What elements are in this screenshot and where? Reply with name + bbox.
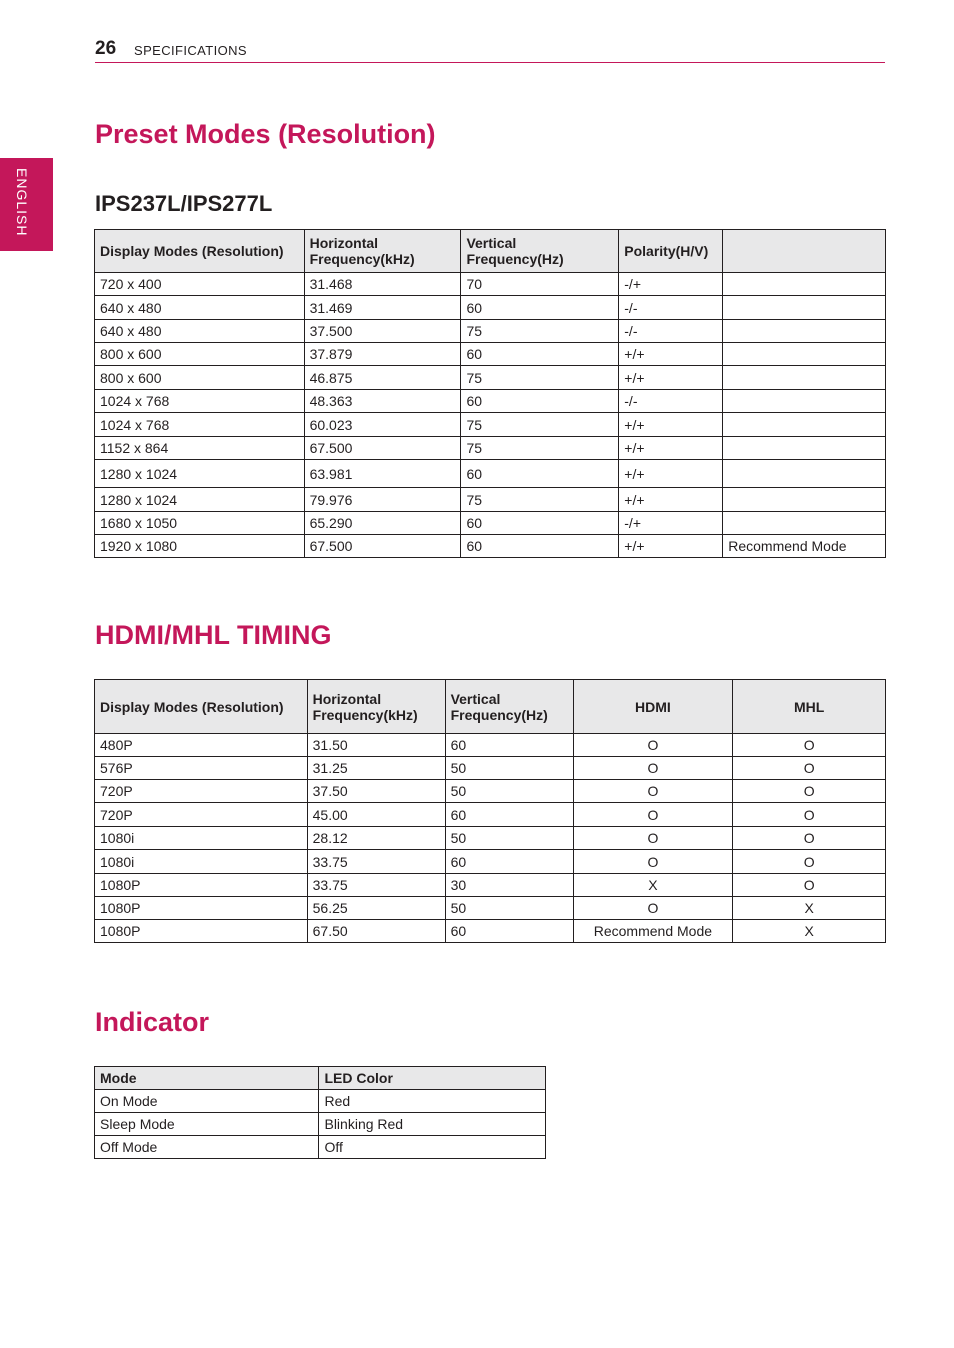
table-cell: Blinking Red: [319, 1113, 546, 1136]
table-row: [95, 1136, 546, 1159]
preset-modes-table: [94, 229, 886, 558]
page-header: [95, 38, 885, 63]
table-cell: 75: [461, 488, 619, 512]
column-header: Display Modes (Resolution): [95, 230, 305, 273]
table-cell: 800 x 600: [95, 343, 305, 366]
table-cell: [723, 343, 886, 366]
table-cell: 60: [445, 803, 573, 827]
table-cell: 28.12: [307, 827, 445, 850]
table-cell: -/-: [619, 390, 723, 413]
table-cell: O: [573, 827, 733, 850]
table-cell: O: [733, 757, 886, 780]
table-cell: 31.25: [307, 757, 445, 780]
table-cell: Off Mode: [95, 1136, 319, 1159]
table-cell: Sleep Mode: [95, 1113, 319, 1136]
table-row: [95, 273, 886, 296]
table-row: [95, 460, 886, 488]
table-row: [95, 488, 886, 512]
table-header-row: [95, 1067, 546, 1090]
table-cell: 50: [445, 897, 573, 920]
table-cell: 48.363: [304, 390, 461, 413]
table-cell: Off: [319, 1136, 546, 1159]
table-cell: 56.25: [307, 897, 445, 920]
table-cell: 37.500: [304, 320, 461, 343]
table-cell: X: [733, 920, 886, 943]
table-row: [95, 757, 886, 780]
preset-modes-title: Preset Modes (Resolution): [95, 119, 436, 149]
table-cell: 60: [461, 390, 619, 413]
table-cell: 60.023: [304, 413, 461, 437]
table-cell: O: [733, 874, 886, 897]
table-cell: 37.50: [307, 780, 445, 803]
table-cell: 50: [445, 757, 573, 780]
column-header: Polarity(H/V): [619, 230, 723, 273]
table-cell: 640 x 480: [95, 320, 305, 343]
table-cell: O: [573, 780, 733, 803]
column-header: MHL: [733, 680, 886, 734]
table-cell: Recommend Mode: [723, 535, 886, 558]
table-cell: 46.875: [304, 366, 461, 390]
table-cell: 60: [461, 535, 619, 558]
column-header: LED Color: [319, 1067, 546, 1090]
table-cell: +/+: [619, 488, 723, 512]
hdmi-timing-title: HDMI/MHL TIMING: [95, 620, 332, 650]
table-cell: 1152 x 864: [95, 437, 305, 460]
table-row: [95, 803, 886, 827]
table-cell: O: [733, 850, 886, 874]
table-row: [95, 366, 886, 390]
table-cell: 67.500: [304, 437, 461, 460]
table-cell: Recommend Mode: [573, 920, 733, 943]
table-cell: O: [733, 803, 886, 827]
table-cell: [723, 460, 886, 488]
table-cell: 1080P: [95, 920, 308, 943]
table-row: [95, 413, 886, 437]
column-header: Mode: [95, 1067, 319, 1090]
table-header-row: [95, 230, 886, 273]
table-cell: 67.500: [304, 535, 461, 558]
table-row: [95, 874, 886, 897]
table-cell: -/+: [619, 273, 723, 296]
table-cell: [723, 488, 886, 512]
table-cell: 720P: [95, 803, 308, 827]
table-row: [95, 437, 886, 460]
table-cell: 75: [461, 366, 619, 390]
table-cell: 1280 x 1024: [95, 488, 305, 512]
page-number: 26: [95, 38, 117, 59]
table-cell: 1280 x 1024: [95, 460, 305, 488]
table-cell: [723, 273, 886, 296]
table-cell: [723, 390, 886, 413]
table-cell: 60: [461, 343, 619, 366]
table-cell: 1920 x 1080: [95, 535, 305, 558]
hdmi-timing-table: [94, 679, 886, 943]
table-cell: 60: [461, 512, 619, 535]
table-header-row: [95, 680, 886, 734]
table-cell: 33.75: [307, 850, 445, 874]
table-row: [95, 535, 886, 558]
table-cell: O: [573, 734, 733, 757]
table-cell: [723, 413, 886, 437]
table-cell: -/-: [619, 296, 723, 320]
table-row: [95, 850, 886, 874]
table-cell: -/-: [619, 320, 723, 343]
table-cell: 60: [461, 460, 619, 488]
model-subtitle: IPS237L/IPS277L: [95, 191, 273, 216]
table-cell: On Mode: [95, 1090, 319, 1113]
table-cell: 60: [445, 734, 573, 757]
column-header: Vertical Frequency(Hz): [445, 680, 573, 734]
table-cell: O: [733, 827, 886, 850]
table-cell: O: [573, 897, 733, 920]
table-cell: 37.879: [304, 343, 461, 366]
table-row: [95, 296, 886, 320]
table-cell: 79.976: [304, 488, 461, 512]
table-cell: +/+: [619, 343, 723, 366]
table-cell: X: [573, 874, 733, 897]
table-row: [95, 827, 886, 850]
table-cell: 1024 x 768: [95, 413, 305, 437]
table-cell: 640 x 480: [95, 296, 305, 320]
column-header: Display Modes (Resolution): [95, 680, 308, 734]
table-cell: 480P: [95, 734, 308, 757]
table-cell: [723, 296, 886, 320]
table-row: [95, 897, 886, 920]
table-cell: +/+: [619, 413, 723, 437]
section-name: SPECIFICATIONS: [134, 43, 247, 58]
table-cell: 576P: [95, 757, 308, 780]
column-header: Horizontal Frequency(kHz): [304, 230, 461, 273]
table-row: [95, 512, 886, 535]
table-cell: 33.75: [307, 874, 445, 897]
table-cell: 1080i: [95, 827, 308, 850]
table-cell: 50: [445, 780, 573, 803]
table-cell: O: [573, 757, 733, 780]
table-cell: Red: [319, 1090, 546, 1113]
table-cell: 75: [461, 320, 619, 343]
indicator-title: Indicator: [95, 1007, 210, 1037]
table-cell: X: [733, 897, 886, 920]
table-cell: 70: [461, 273, 619, 296]
language-tab: [0, 158, 53, 251]
table-cell: 1080P: [95, 874, 308, 897]
table-cell: 30: [445, 874, 573, 897]
table-cell: O: [733, 780, 886, 803]
table-cell: 67.50: [307, 920, 445, 943]
table-row: [95, 1113, 546, 1136]
table-cell: +/+: [619, 366, 723, 390]
column-header: Vertical Frequency(Hz): [461, 230, 619, 273]
table-cell: 31.468: [304, 273, 461, 296]
language-tab-label: ENGLISH: [14, 168, 30, 237]
table-cell: 31.50: [307, 734, 445, 757]
column-header: HDMI: [573, 680, 733, 734]
table-cell: 1080i: [95, 850, 308, 874]
column-header: [723, 230, 886, 273]
table-row: [95, 780, 886, 803]
table-cell: [723, 320, 886, 343]
table-cell: 800 x 600: [95, 366, 305, 390]
table-cell: O: [573, 850, 733, 874]
table-cell: 63.981: [304, 460, 461, 488]
table-row: [95, 390, 886, 413]
table-cell: -/+: [619, 512, 723, 535]
table-cell: 60: [445, 850, 573, 874]
table-row: [95, 343, 886, 366]
table-cell: 75: [461, 437, 619, 460]
table-row: [95, 320, 886, 343]
table-cell: 1024 x 768: [95, 390, 305, 413]
table-row: [95, 734, 886, 757]
table-cell: +/+: [619, 460, 723, 488]
table-cell: +/+: [619, 535, 723, 558]
table-cell: 50: [445, 827, 573, 850]
table-row: [95, 920, 886, 943]
table-cell: O: [573, 803, 733, 827]
table-row: [95, 1090, 546, 1113]
table-cell: 720 x 400: [95, 273, 305, 296]
table-cell: 31.469: [304, 296, 461, 320]
table-cell: 45.00: [307, 803, 445, 827]
table-cell: 65.290: [304, 512, 461, 535]
table-cell: 75: [461, 413, 619, 437]
table-cell: O: [733, 734, 886, 757]
table-cell: 1080P: [95, 897, 308, 920]
table-cell: [723, 437, 886, 460]
table-cell: +/+: [619, 437, 723, 460]
indicator-table: [94, 1066, 546, 1159]
table-cell: 60: [461, 296, 619, 320]
table-cell: 1680 x 1050: [95, 512, 305, 535]
column-header: Horizontal Frequency(kHz): [307, 680, 445, 734]
table-cell: [723, 512, 886, 535]
table-cell: 720P: [95, 780, 308, 803]
table-cell: [723, 366, 886, 390]
table-cell: 60: [445, 920, 573, 943]
